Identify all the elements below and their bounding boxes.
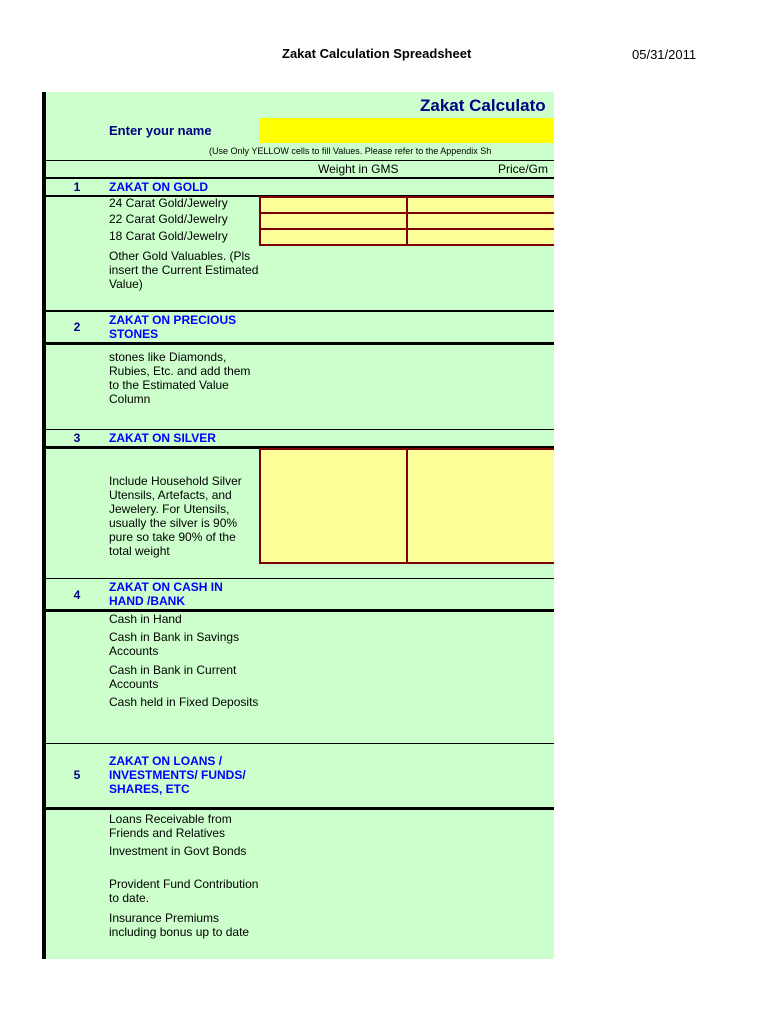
section-title-silver: ZAKAT ON SILVER [109, 431, 216, 445]
section-number: 1 [73, 180, 81, 194]
gold-18-weight-cell[interactable] [259, 228, 408, 246]
gold-18-price-cell[interactable] [406, 228, 554, 246]
section-title-gold: ZAKAT ON GOLD [109, 180, 209, 194]
divider [46, 807, 554, 810]
section-number: 2 [73, 320, 81, 334]
name-label: Enter your name [109, 123, 212, 138]
cash-savings-label: Cash in Bank in Savings Accounts [109, 630, 240, 658]
silver-note: Include Household Silver Utensils, Artefacts, and Jewelery. For Utensils, usually the silver is 90% pure so take 90% of the total weight [109, 474, 242, 558]
section-number: 5 [73, 768, 81, 782]
provident-fund-label: Provident Fund Contribution to date. [109, 877, 259, 905]
cash-in-hand-label: Cash in Hand [109, 612, 182, 626]
silver-weight-cell[interactable] [259, 448, 408, 564]
gold-other-label: Other Gold Valuables. (Pls insert the Current Estimated Value) [109, 249, 259, 291]
insurance-premiums-label: Insurance Premiums including bonus up to date [109, 911, 250, 939]
section-title-stones: ZAKAT ON PRECIOUS STONES [109, 313, 237, 341]
column-header-weight: Weight in GMS [318, 162, 399, 176]
divider [46, 160, 554, 161]
calculator-title: Zakat Calculato [420, 96, 546, 115]
section-title-cash: ZAKAT ON CASH IN HAND /BANK [109, 580, 223, 608]
divider [46, 743, 554, 744]
cash-fixed-deposit-label: Cash held in Fixed Deposits [109, 695, 259, 709]
section-number: 4 [73, 588, 81, 602]
gold-18-label: 18 Carat Gold/Jewelry [109, 229, 228, 243]
instructions: (Use Only YELLOW cells to fill Values. Please refer to the Appendix Sh [209, 146, 492, 156]
stones-note: stones like Diamonds, Rubies, Etc. and add them to the Estimated Value Column [109, 350, 251, 406]
divider [46, 310, 554, 312]
spreadsheet [42, 92, 554, 959]
divider [46, 342, 554, 345]
gold-24-label: 24 Carat Gold/Jewelry [109, 196, 228, 210]
divider [46, 177, 554, 179]
name-input[interactable] [259, 118, 554, 143]
govt-bonds-label: Investment in Govt Bonds [109, 844, 247, 858]
column-header-price: Price/Gm [498, 162, 549, 176]
section-title-loans: ZAKAT ON LOANS / INVESTMENTS/ FUNDS/ SHARES, ETC [109, 754, 246, 796]
loans-receivable-label: Loans Receivable from Friends and Relatives [109, 812, 232, 840]
page-date: 05/31/2011 [632, 47, 697, 62]
page-title: Zakat Calculation Spreadsheet [282, 46, 472, 61]
divider [46, 429, 554, 430]
divider [46, 578, 554, 579]
gold-22-label: 22 Carat Gold/Jewelry [109, 212, 228, 226]
cash-current-label: Cash in Bank in Current Accounts [109, 663, 237, 691]
silver-price-cell[interactable] [406, 448, 554, 564]
section-number: 3 [73, 431, 81, 445]
